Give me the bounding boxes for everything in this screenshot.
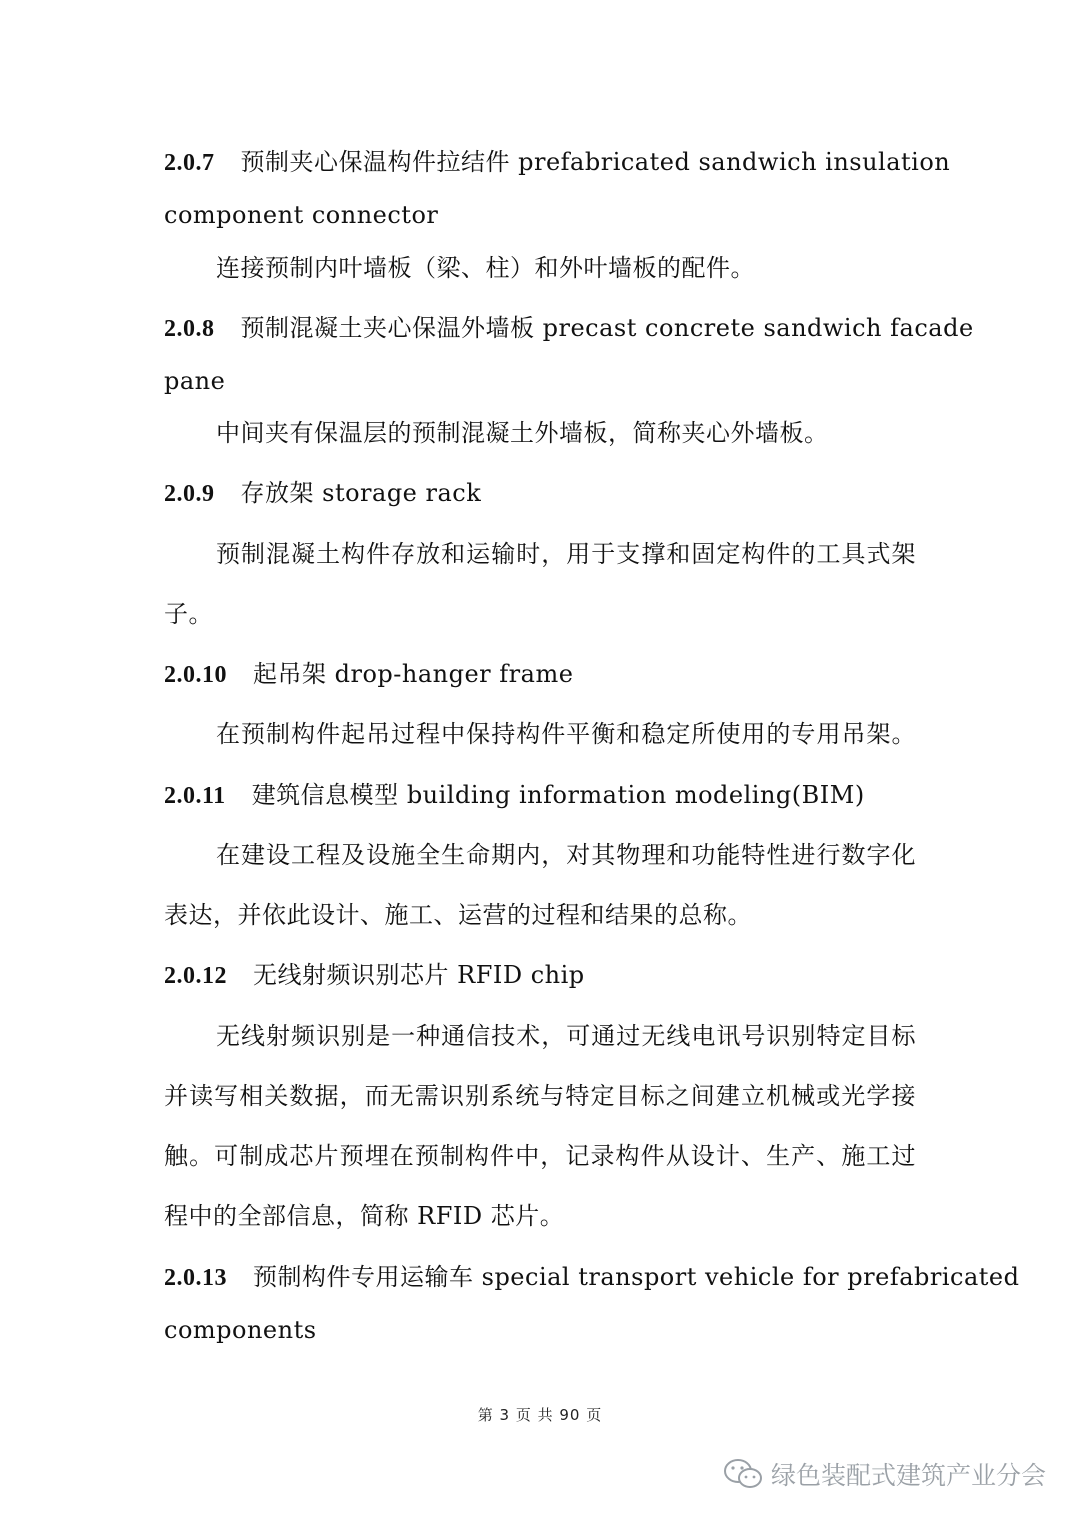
watermark bbox=[723, 1456, 1046, 1492]
entry-description: 在建设工程及设施全生命期内，对其物理和功能特性进行数字化 bbox=[216, 841, 916, 869]
entry-number: 2.0.11 bbox=[164, 783, 226, 809]
entry-description: 预制混凝土构件存放和运输时，用于支撑和固定构件的工具式架 bbox=[216, 540, 916, 568]
wechat-icon bbox=[723, 1458, 763, 1490]
entry-title: 预制夹心保温构件拉结件 prefabricated sandwich insulation bbox=[240, 148, 951, 176]
entry-number: 2.0.9 bbox=[164, 481, 215, 507]
entry-description: 表达，并依此设计、施工、运营的过程和结果的总称。 bbox=[164, 901, 752, 929]
entry-description: 并读写相关数据，而无需识别系统与特定目标之间建立机械或光学接 bbox=[164, 1082, 916, 1110]
entry-description: 无线射频识别是一种通信技术，可通过无线电讯号识别特定目标 bbox=[216, 1022, 916, 1050]
entry-description: 中间夹有保温层的预制混凝土外墙板，简称夹心外墙板。 bbox=[216, 419, 829, 447]
entry-number: 2.0.7 bbox=[164, 150, 215, 176]
entry-title-continued: pane bbox=[164, 367, 226, 395]
entry-description: 触。可制成芯片预埋在预制构件中，记录构件从设计、生产、施工过 bbox=[164, 1142, 916, 1170]
entry-title: 预制混凝土夹心保温外墙板 precast concrete sandwich facade bbox=[240, 314, 974, 342]
entry-title: 无线射频识别芯片 RFID chip bbox=[253, 961, 585, 989]
entry-number: 2.0.12 bbox=[164, 963, 227, 989]
entry-title: 存放架 storage rack bbox=[240, 479, 482, 507]
entry-heading bbox=[164, 146, 951, 179]
entry-heading bbox=[164, 658, 916, 691]
entry-heading bbox=[164, 779, 916, 812]
entry-title: 建筑信息模型 building information modeling(BIM) bbox=[251, 781, 865, 809]
entry-heading bbox=[164, 959, 916, 992]
entry-title: 起吊架 drop-hanger frame bbox=[253, 660, 574, 688]
entry-description: 连接预制内叶墙板（梁、柱）和外叶墙板的配件。 bbox=[216, 254, 755, 282]
entry-description: 程中的全部信息，简称 RFID 芯片。 bbox=[164, 1202, 565, 1230]
watermark-text: 绿色装配式建筑产业分会 bbox=[770, 1461, 1046, 1490]
entry-title-continued: components bbox=[164, 1316, 317, 1344]
entry-number: 2.0.13 bbox=[164, 1265, 227, 1291]
entry-heading bbox=[164, 1261, 1020, 1294]
page-number-footer: 第 3 页 共 90 页 bbox=[477, 1406, 603, 1424]
entry-number: 2.0.10 bbox=[164, 662, 227, 688]
entry-description: 在预制构件起吊过程中保持构件平衡和稳定所使用的专用吊架。 bbox=[216, 720, 916, 748]
entry-description: 子。 bbox=[164, 600, 213, 628]
entry-title: 预制构件专用运输车 special transport vehicle for prefabricated bbox=[253, 1263, 1020, 1291]
entry-number: 2.0.8 bbox=[164, 316, 215, 342]
entry-heading bbox=[164, 312, 974, 345]
entry-heading bbox=[164, 477, 916, 510]
entry-title-continued: component connector bbox=[164, 201, 439, 229]
